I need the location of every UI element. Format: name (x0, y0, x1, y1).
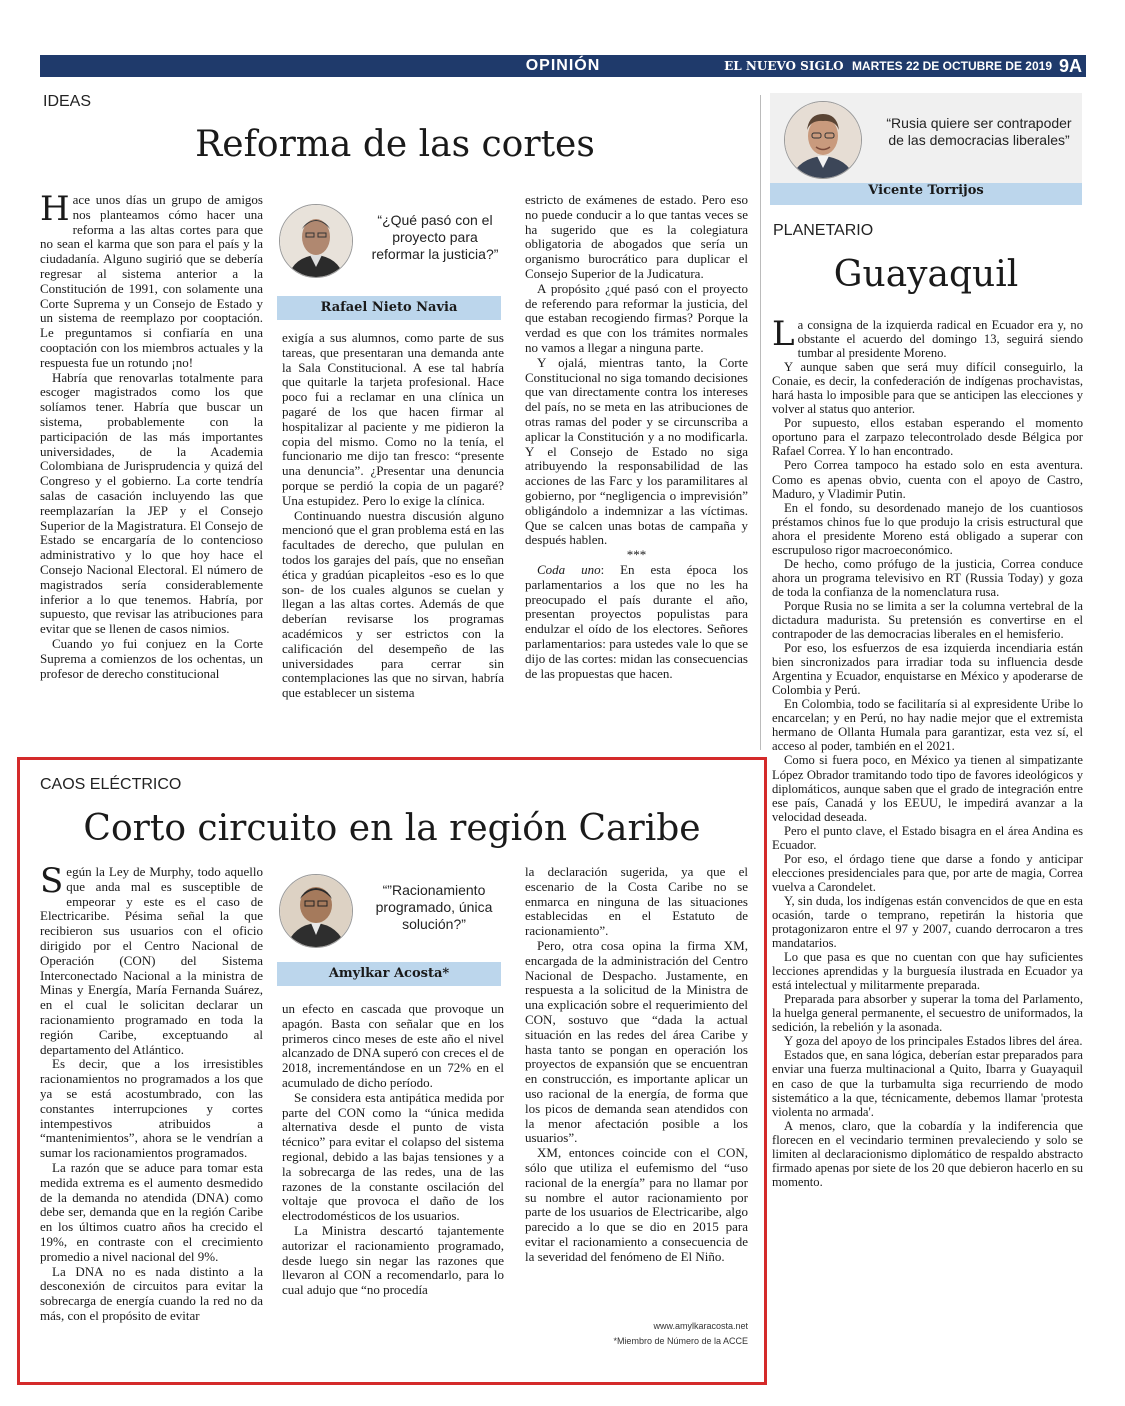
paragraph: Por eso, el órdago tiene que darse a fondo y anticipar elecciones presidenciales para que, por arte de magia, Correa vuelva a Carondelet. (772, 851, 1083, 894)
paragraph: un efecto en cascada que provoque un apagón. Basta con señalar que en los primeros cinco meses de este año el nivel alcanzado de DNA superó con creces el de 2018, incrementándose en un 72% en el acumulado de dicho período. (282, 1002, 504, 1090)
paragraph: Cuando yo fui conjuez en la Corte Suprema a comienzos de los ochentas, un profesor de derecho constitucional (40, 635, 263, 681)
paragraph: Como si fuera poco, en México ya tienen al simpatizante López Obrador tramitando todo tipo de favores ideológicos y diplomáticos, aunque saben que el grado de integración entre ese país, Canadá y los EEUU, le impedirá avanzar a la velocidad deseada. (772, 753, 1083, 824)
separator-stars: *** (626, 547, 647, 563)
caos-author-box (277, 872, 501, 988)
author-photo (279, 204, 353, 278)
author-note: *Miembro de Número de la ACCE (613, 1336, 748, 1346)
paragraph: A menos, claro, que la cobardía y la indiferencia que florecen en el vecindario terminen prevaleciendo y solo se limiten al declaracionismo diplomático de respaldo abstracto firmado apenas por siete de los 20 que debieron hacerlo en su momento. (772, 1118, 1083, 1189)
paragraph: Pero el punto clave, el Estado bisagra en el área Andina es Ecuador. (772, 823, 1083, 852)
author-name: Amylkar Acosta* (277, 962, 501, 986)
paragraph: Estados que, en sana lógica, deberían estar preparados para enviar una fuerza multinacional a Quito, Ibarra y Guayaquil en caso de que la turbamulta siga recurriendo de modo sistemático a la que, técnicamente, debemos llamar 'protesta violenta no armada'. (772, 1048, 1083, 1119)
paragraph: En el fondo, su desordenado manejo de los cuantiosos préstamos chinos fue lo que produjo la crisis estructural que ahora el presidente Moreno está obligado a superar con escrupuloso rigor macroeconómico. (772, 500, 1083, 557)
author-name: Vicente Torrijos (770, 183, 1082, 205)
caos-column-3 (525, 865, 748, 1320)
drop-cap: H (40, 193, 70, 229)
ideas-column-3 (525, 193, 748, 739)
caos-column-2 (282, 1002, 504, 1374)
paper-name: EL NUEVO SIGLO (724, 59, 844, 73)
paragraph: Por eso, los esfuerzos de esa izquierda incendiaria están bien sincronizados para irradiar toda su influencia desde Argentina y Ecuador, enquistarse en México y apoderarse de Colombia y Perú. (772, 641, 1083, 698)
author-name: Rafael Nieto Navia (277, 296, 501, 320)
paragraph: Pero Correa tampoco ha estado solo en esta aventura. Como es apenas obvio, cuenta con el apoyo de Castro, Maduro, y Vladimir Putin. (772, 458, 1083, 501)
paragraph: XM, entonces coincide con el CON, sólo que utiliza el eufemismo del “uso racional de la energía” para no llamar por su nombre el autor racionamiento por parte de los usuarios de Electricaribe, algo parecido a lo que se dio en 2015 para evitar el racionamiento a consecuencia de la severidad del fenómeno de El Niño. (525, 1145, 748, 1264)
author-photo (784, 101, 862, 179)
paragraph: A propósito ¿qué pasó con el proyecto de referendo para reformar la justicia, del que estaban recogiendo firmas? Porque la verdad es que con los trámites normales no vamos a llegar a ninguna parte. (525, 280, 748, 355)
paragraph: La DNA no es nada distinto a la desconexión de circuitos para evitar la sobrecarga de energía cuando la red no da más, con el propósito de evitar (40, 1263, 263, 1323)
ideas-column-1 (40, 193, 263, 738)
paragraph: exigía a sus alumnos, como parte de sus tareas, que presentaran una demanda ante la Sala Constitucional. A ese tal habría que quitarle la tarjeta profesional. Hace poco fui a reclamar en una clínica un pagaré de los que hacen firmar al hospitalizar al paciente y me pidieron la copia del mismo. Como no la tenía, el funcionario me dijo tan fresco: “presente una denuncia”. ¿Presentar una denuncia porque se perdió la copia de un pagaré? Una estupidez. Pero lo exige la clínica. (282, 331, 504, 508)
author-quote: “”Racionamiento programado, única solución?” (375, 882, 493, 932)
ideas-column-2 (282, 331, 504, 739)
section-title: OPINIÓN (525, 57, 601, 74)
planetario-column (772, 318, 1083, 1354)
paragraph: Se considera esta antipática medida por parte del CON como la “única medida alternativa desde el punto de vista técnico” para evitar el colapso del sistema regional, debido a las bajas tensiones y a la sobrecarga de las redes, una de las razones de la constante oscilación del voltaje que provoca el daño de los electrodomésticos de los usuarios. (282, 1089, 504, 1224)
paragraph: La razón que se aduce para tomar esta medida extrema es el aumento desmedido de la demanda no atendida (DNA) como debe ser, demanda que en la región Caribe en los últimos cuatro años ha crecido el 19%, en contraste con el crecimiento promedio a nivel nacional del 9%. (40, 1159, 263, 1264)
paragraph: Según la Ley de Murphy, todo aquello que anda mal es susceptible de empeorar y este es el caso de Electricaribe. Pésima señal la que recibieron sus usuarios con el oficio dirigido por el Centro Nacional de Operación (CON) del Sistema Interconectado Nacional a la ministra de Minas y Energía, María Fernanda Suárez, en el cual le solicitan declarar un racionamiento programado en toda la región Caribe, exceptuando al departamento del Atlántico. (40, 865, 263, 1057)
page-number: 9A (1058, 56, 1082, 76)
paragraph: Porque Rusia no se limita a ser la columna vertebral de la dictadura madurista. Su pretensión es convertirse en el contrapoder de las democracias liberales en el hemisferio. (772, 598, 1083, 642)
paragraph: Por supuesto, ellos estaban esperando el momento oportuno para el zarpazo telecontrolado desde Bélgica por Rafael Correa. Y lo han encontrado. (772, 416, 1083, 459)
paragraph: Y, sin duda, los indígenas están convencidos de que en esta ocasión, tarde o temprano, repetirán la historia que protagonizaron entre el 97 y 2007, cuando derrocaron a tres mandatarios. (772, 893, 1083, 951)
coda-label: Coda uno (537, 561, 601, 577)
paragraph: En Colombia, todo se facilitaría si al expresidente Uribe lo encarcelan; y en Perú, no hay nadie mejor que el extremista hermano de Ollanta Humala para garantizar, esta vez sí, el acceso al poder, también en el 2021. (772, 697, 1083, 754)
paragraph: Continuando nuestra discusión alguno mencionó que el gran problema está en las facultades de derecho, que pululan en todos los garajes del país, que no enseñan ética y gradúan picapleitos -eso es lo que son- de los cuales algunos se cuelan y llegan a las altas cortes. Además de que deberían revisarse los programas académicos y ser estrictos con la calificación del desempeño de las universidades para cerrar sin contemplaciones las que no sirvan, habría que establecer un sistema (282, 507, 504, 701)
caos-kicker: CAOS ELÉCTRICO (40, 776, 182, 793)
author-website: www.amylkaracosta.net (653, 1321, 748, 1331)
paragraph: La Ministra descartó tajantemente autorizar el racionamiento programado, desde luego sin negar las razones que llevaron al CON a recomendarlo, para lo cual adujo que “no procedía (282, 1222, 504, 1298)
ideas-kicker: IDEAS (43, 93, 92, 110)
paper-info (724, 59, 1052, 73)
ideas-author-box (277, 202, 501, 320)
planetario-headline: Guayaquil (833, 254, 1019, 295)
paragraph: La consigna de la izquierda radical en Ecuador era y, no obstante el acuerdo del domingo 13, seguirá siendo tumbar al presidente Moreno. (772, 318, 1083, 361)
author-quote: “Rusia quiere ser contrapoder de las democracias liberales” (886, 115, 1072, 148)
column-divider (760, 95, 761, 750)
planetario-kicker: PLANETARIO (773, 222, 874, 239)
planetario-author-box (770, 93, 1082, 205)
paragraph: la declaración sugerida, ya que el escenario de la Costa Caribe no se enmarca en ninguna de las situaciones establecidas en el Estatuto de racionamiento”. (525, 865, 748, 939)
issue-date: MARTES 22 DE OCTUBRE DE 2019 (851, 59, 1052, 73)
page-header (40, 55, 1086, 77)
ideas-headline: Reforma de las cortes (195, 124, 595, 165)
paragraph: Lo que pasa es que no cuentan con que hay suficientes lecciones aprendidas y la burguesía ilustrada en Ecuador ya está intelectual y militarmente preparada. (772, 950, 1083, 993)
paragraph: Habría que renovarlas totalmente para escoger magistrados como los que solíamos tener. Habría que buscar un sistema, probablemente con la participación de las más importantes universidades, de la Academia Colombiana de Jurisprudencia y quizá del Congreso y el gobierno. La corte tendría salas de casación incluyendo las que reemplazarían la JEP y el Consejo Superior de la Magistratura. El Consejo de Estado se encargaría de lo contencioso administrativo y lo que hoy hace el Consejo Nacional Electoral. El número de magistrados sería considerablemente inferior a lo que tenemos. Habría, por supuesto, que revisar las atribuciones para evitar que se llenen de casos nimios. (40, 369, 263, 637)
author-quote: “¿Qué pasó con el proyecto para reformar la justicia?” (371, 212, 499, 262)
paragraph: estricto de exámenes de estado. Pero eso no puede conducir a lo que tantas veces se ha sugerido que es la colegiatura obligatoria de abogados que sería un organismo burocrático para duplicar el Consejo Superior de la Judicatura. (525, 193, 748, 281)
caos-headline: Corto circuito en la región Caribe (83, 808, 701, 849)
drop-cap: S (40, 865, 64, 901)
paragraph: Hace unos días un grupo de amigos nos planteamos cómo hacer una reforma a las altas cortes para que no sean el karma que son para el país y la ciudadanía. Alguno sugirió que se debería regresar al sistema anterior a la Constitución de 1991, con solamente una Corte Suprema y un Consejo de Estado y un sistema de reemplazo por cooptación. Le preguntamos si confiaría en una cooptación con los miembros actuales y la respuesta fue un rotundo ¡no! (40, 193, 263, 370)
paragraph: Pero, otra cosa opina la firma XM, encargada de la administración del Centro Nacional de Despacho. Justamente, en respuesta a la solicitud de la Ministra de una explicación sobre el requerimiento del CON, sostuvo que “dada la actual situación en las redes del área Caribe y hasta tanto se pongan en operación los proyectos de expansión que se encuentran en construcción, es importante aplicar un uso racional de la energía, de forma que los picos de demanda sean atendidos con la menor afectación posible a los usuarios”. (525, 937, 748, 1146)
paragraph: De hecho, como prófugo de la justicia, Correa conduce ahora un programa televisivo en RT (Russia Today) y goza de toda la confianza de la nomenclatura rusa. (772, 556, 1083, 599)
caos-column-1 (40, 865, 263, 1375)
paragraph: Y aunque saben que será muy difícil conseguirlo, la Conaie, es decir, la confederación de indígenas prochavistas, hará hasta lo imposible para que se anticipen las elecciones y volver al status quo anterior. (772, 360, 1083, 417)
paragraph: Y ojalá, mientras tanto, la Corte Constitucional no siga tomando decisiones que van directamente contra los intereses del país, no se meta en las atribuciones de otras ramas del poder y se circunscriba a aplicar la Constitución y a no modificarla. Y el Consejo de Estado no siga atribuyendo la responsabilidad de las acciones de las Farc y los paramilitares al gobierno, por “negligencia o imprevisión” obligándolo a indemnizar a las víctimas. Que se calcen unas botas de campaña y después hablen. (525, 354, 748, 548)
author-photo (279, 874, 353, 948)
paragraph: Es decir, que a los irresistibles racionamientos no programados a los que ya se está acostumbrado, con las constantes interrupciones y cortes intempestivos atribuidos a “mantenimientos”, ahora se le vendrían a sumar los racionamientos programados. (40, 1056, 263, 1161)
coda-paragraph (525, 563, 748, 681)
paragraph: Preparada para absorber y superar la toma del Parlamento, la huelga general permanente, el secuestro de uniformados, la sedición, la rebelión y la asonada. (772, 992, 1083, 1035)
paragraph: Y goza del apoyo de los principales Estados libres del área. (784, 1034, 1083, 1049)
drop-cap: L (772, 318, 795, 354)
coda-text: : En esta época los parlamentarios a los que no les ha preocupado el país durante el año, presentan proyectos populistas para endulzar el oído de los electores. Señores parlamentarios: para ustedes vale lo que se dijo de las cortes: midan las consecuencias de las propuestas que hacen. (525, 561, 748, 681)
